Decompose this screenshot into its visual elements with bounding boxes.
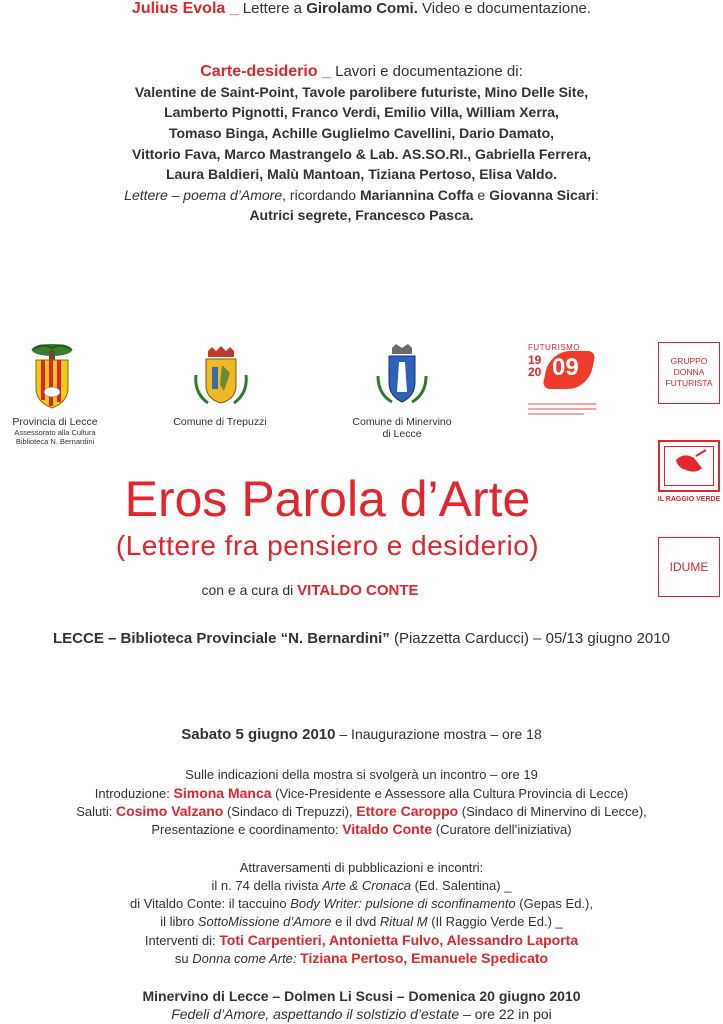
evola-text-c: Video e documentazione. <box>417 0 592 17</box>
main-title: Eros Parola d’Arte <box>124 471 531 527</box>
trepuzzi-caption: Comune di Trepuzzi <box>173 416 267 428</box>
coffa: Mariannina Coffa <box>359 187 474 203</box>
carte-line-4: Vittorio Fava, Marco Mastrangelo & Lab. AS.SO.RI., Gabriella Ferrera, <box>131 146 592 162</box>
subtitle: (Lettere fra pensiero e desiderio) <box>115 530 540 561</box>
tac-a: di Vitaldo Conte: il taccuino <box>130 896 291 911</box>
carte-title: Carte-desiderio _ <box>200 63 331 80</box>
riv-c: (Ed. Salentina) _ <box>410 878 512 893</box>
carte-line-7: Autrici segrete, Francesco Pasca. <box>249 207 474 223</box>
idume-logo <box>658 537 720 597</box>
taccuino-line <box>0 896 723 911</box>
futurismo-years-top: 19 <box>528 353 542 367</box>
venue-name: LECCE – Biblioteca Provinciale “N. Bernardini” <box>53 630 390 647</box>
introduzione-line <box>0 785 723 801</box>
evola-text-a: Lettere a <box>238 0 307 17</box>
evola-comi: Girolamo Comi. <box>306 0 418 17</box>
gruppo-2: DONNA <box>673 367 705 377</box>
tac-c: (Gepas Ed.), <box>515 896 593 911</box>
interventi-line <box>0 932 723 948</box>
rivista-line <box>0 878 723 893</box>
futurismo-09: 09 <box>552 354 579 381</box>
intro-c: (Vice-Presidente e Assessore alla Cultura Provincia di Lecce) <box>271 786 629 801</box>
gruppo-donna-futurista-logo <box>658 342 720 404</box>
trepuzzi-crest-icon <box>192 345 250 407</box>
arte-cronaca: Arte & Cronaca <box>322 878 411 893</box>
futurismo-logo <box>526 343 602 423</box>
donna-come-arte: Donna come Arte: <box>192 951 297 966</box>
pres-a: Presentazione e coordinamento: <box>151 822 343 837</box>
fed-b: – ore 22 in poi <box>459 1006 552 1022</box>
simona-manca: Simona Manca <box>173 785 272 801</box>
pres-c: (Curatore dell’iniziativa) <box>432 822 572 837</box>
lettere-poema: Lettere – poema d’Amore <box>124 187 283 203</box>
interventi-names: Toti Carpentieri, Antonietta Fulvo, Alessandro Laporta <box>219 932 579 948</box>
sabato-date: Sabato 5 giugno 2010 <box>181 726 336 743</box>
sabato-line <box>0 726 723 743</box>
lib-c: e il dvd <box>331 914 380 929</box>
intro-a: Introduzione: <box>94 786 174 801</box>
minervino-2: di Lecce <box>382 428 422 440</box>
su-a: su <box>174 951 193 966</box>
sabato-text: – Inaugurazione mostra – ore 18 <box>335 726 542 742</box>
carte-line-3: Tomaso Binga, Achille Guglielmo Cavellini, Dario Damato, <box>168 125 555 141</box>
saluti-line <box>0 803 723 819</box>
ettore-caroppo: Ettore Caroppo <box>356 803 459 819</box>
cosimo-valzano: Cosimo Valzano <box>115 803 224 819</box>
fedeli-line <box>0 1006 723 1022</box>
body-writer: Body Writer: pulsione di sconfinamento <box>290 896 516 911</box>
lecce-2: Assessorato alla Cultura <box>14 428 96 437</box>
evola-line <box>0 0 723 18</box>
attraversamenti-line: Attraversamenti di pubblicazioni e incontri: <box>239 860 484 875</box>
incontro-line: Sulle indicazioni della mostra si svolgerà un incontro – ore 19 <box>185 767 538 782</box>
provincia-lecce-crest-icon <box>27 342 77 410</box>
riv-a: il n. 74 della rivista <box>211 878 323 893</box>
vitaldo-conte: Vitaldo Conte <box>342 821 433 837</box>
minervino-caption <box>338 416 466 440</box>
libro-line <box>0 914 723 929</box>
donna-arte-line <box>0 950 723 966</box>
gruppo-3: FUTURISTA <box>665 378 713 388</box>
minervino-1: Comune di Minervino <box>352 416 452 428</box>
gruppo-1: GRUPPO <box>670 356 708 366</box>
minervino-line: Minervino di Lecce – Dolmen Li Scusi – Domenica 20 giugno 2010 <box>142 988 581 1004</box>
futurismo-label: FUTURISMO <box>528 343 581 352</box>
raggio-verde-logo-icon <box>658 440 720 492</box>
evola-name: Julius Evola _ <box>131 0 239 17</box>
carte-l6-b: , ricordando <box>282 187 360 203</box>
int-a: Interventi di: <box>144 933 220 948</box>
curator-name: VITALDO CONTE <box>297 582 419 599</box>
sicari: Giovanna Sicari <box>489 187 595 203</box>
carte-line-1: Valentine de Saint-Point, Tavole parolibere futuriste, Mino Delle Site, <box>134 84 589 100</box>
minervino-crest-icon <box>374 342 430 406</box>
sottomissione: SottoMissione d’Amore <box>197 914 332 929</box>
carte-l6-d: e <box>473 187 490 203</box>
futurismo-years-bottom: 20 <box>528 365 542 379</box>
raggio-verde-caption: IL RAGGIO VERDE <box>657 496 721 503</box>
saluti-e: (Sindaco di Minervino di Lecce), <box>458 804 647 819</box>
venue-line <box>0 630 723 647</box>
lecce-1: Provincia di Lecce <box>12 416 98 428</box>
carte-line-2: Lamberto Pignotti, Franco Verdi, Emilio Villa, William Xerra, <box>164 104 559 120</box>
donna-arte-names: Tiziana Pertoso, Emanuele Spedicato <box>300 950 549 966</box>
ritual-m: Ritual M <box>379 914 428 929</box>
idume-label: IDUME <box>669 560 709 574</box>
carte-title-line <box>0 63 723 81</box>
carte-line-5: Laura Baldieri, Malù Mantoan, Tiziana Pertoso, Elisa Valdo. <box>165 166 558 182</box>
carte-intro: Lavori e documentazione di: <box>330 63 523 80</box>
carte-l6-f: : <box>594 187 599 203</box>
saluti-c: (Sindaco di Trepuzzi), <box>223 804 357 819</box>
curator-line <box>0 582 620 599</box>
provincia-lecce-caption <box>0 416 110 446</box>
venue-dates: (Piazzetta Carducci) – 05/13 giugno 2010 <box>389 630 670 647</box>
presentazione-line <box>0 821 723 837</box>
saluti-a: Saluti: <box>76 804 116 819</box>
lib-a: il libro <box>160 914 198 929</box>
lecce-3: Biblioteca N. Bernardini <box>15 437 95 446</box>
carte-line-6 <box>0 187 723 203</box>
curator-prefix: con e a cura di <box>201 582 298 598</box>
fedeli-amore: Fedeli d’Amore, aspettando il solstizio d’estate <box>171 1006 460 1022</box>
lib-e: (Il Raggio Verde Ed.) _ <box>427 914 563 929</box>
